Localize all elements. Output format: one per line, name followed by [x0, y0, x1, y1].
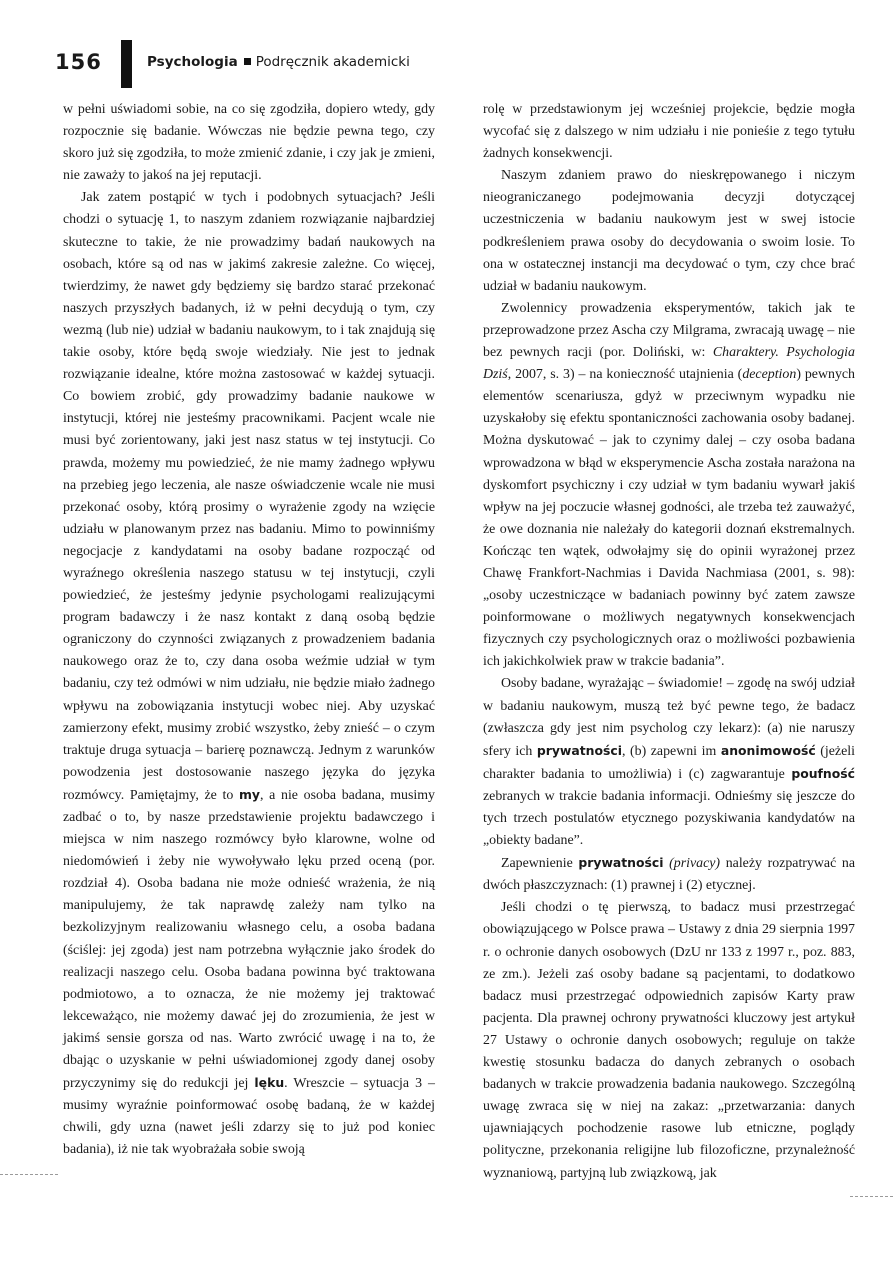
text-run: Zwolennicy prowadzenia eksperymentów, takich jak te przeprowadzone przez Ascha czy Milgrama, zwracają uwagę – nie bez pewnych racji (por. Doliński, w:: [483, 300, 855, 361]
running-head: [147, 54, 410, 70]
paragraph: rolę w przedstawionym jej wcześniej projekcie, będzie mogła wycofać się z dalszego w nim udziału i nie ponieśie z tego tytułu żadnych konsekwencji.: [483, 102, 855, 162]
square-bullet-icon: [244, 58, 251, 65]
paragraph: w pełni uświadomi sobie, na co się zgodziła, dopiero wtedy, gdy rozpocznie się badanie. Wówczas nie będzie pewna tego, czy skoro już się zgodziła, to może zmienić zdanie, i czy jak je zmieni, nie zaważy to jakoś na jej reputacji.: [63, 102, 435, 184]
text-run: , (b) zapewni im: [621, 743, 717, 759]
paragraph: Naszym zdaniem prawo do nieskrępowanego i niczym nieograniczanego podejmowania decyzji dotyczącej uczestniczenia w badaniu naukowym jest w swej istocie podkreśleniem prawa osoby do decydowania o swoim losie. To ona w ostatecznej instancji ma decydować o tym, czy chce brać udział w badaniu naukowym.: [483, 168, 855, 294]
text-run: . Wreszcie – sytuacja 3 – musimy wyraźnie poinformować osobę badaną, że w każdej chwili, gdy uzna (nawet jeśli zdarzy się to już pod koniec badania), iż nie tak wyobrażała sobie swoją: [63, 1076, 435, 1158]
header-divider-bar: [121, 40, 132, 88]
scan-artifact-dashed-line: [850, 1196, 893, 1197]
keyword: poufność: [791, 765, 855, 781]
text-run: , a nie osoba badana, musimy zadbać o to, by nasze przedstawienie projektu badawczego i miejsca w nim naszego rozmówcy było klarowne, wolne od niedomówień i żeby nie wywoływało lęku przed oceną (por. rozdział 4). Osoba badana nie może odnieść wrażenia, że nią manipulujemy, że tak naprawdę zależy nam tylko na bezkolizyjnym realizowaniu własnego celu, a osoba badana (ściślej: jej zgoda) jest nam potrzebna wyłącznie jako środek do realizacji naszego celu. Osoba badana powinna być traktowana podmiotowo, a to oznacza, że nie możemy jej traktować lekceważąco, nie możemy dawać jej do zrozumienia, że jest w jakimś sensie gorsza od nas. Warto zwrócić uwagę i na to, że dbając o uzyskanie w pełni uświadomionej zgody danej osoby przyczynimy się do redukcji jej: [63, 787, 435, 1092]
paragraph: [483, 673, 855, 852]
right-column: [483, 99, 855, 1185]
page-number: 156: [55, 50, 102, 74]
text-run: należy rozpatrywać na dwóch płaszczyznach: (1) prawnej i (2) etycznej.: [483, 856, 855, 894]
italic-term: (privacy): [669, 856, 721, 872]
scan-artifact-dashed-line: [0, 1174, 58, 1175]
paragraph: [483, 298, 855, 674]
keyword: prywatności: [536, 742, 622, 758]
italic-term: deception: [742, 367, 797, 383]
text-run: Zapewnienie: [501, 856, 573, 872]
italic-title: Charaktery. Psychologia Dziś: [483, 345, 855, 383]
book-title: Psychologia: [147, 54, 238, 70]
paragraph: [483, 852, 855, 897]
keyword: anonimowość: [720, 742, 816, 758]
keyword: lęku: [254, 1075, 285, 1091]
book-subtitle: Podręcznik akademicki: [255, 54, 410, 70]
left-column: [63, 99, 435, 1162]
keyword: my: [239, 786, 260, 802]
paragraph: [63, 187, 435, 1161]
paragraph: Jeśli chodzi o tę pierwszą, to badacz musi przestrzegać obowiązującego w Polsce prawa – Ustawy z dnia 29 sierpnia 1997 r. o ochronie danych osobowych (DzU nr 133 z 1997 r., poz. 883, ze zm.). Jeżeli zaś osoby badane są pacjentami, to dodatkowo badacz musi przestrzegać odpowiednich zapisów Karty praw pacjenta. Dla prawnej ochrony prywatności kluczowy jest artykuł 27 Ustawy o ochronie danych osobowych; reguluje on także kwestię stosunku badacza do danych zebranych o osobach badanych w trakcie prowadzenia badania naukowego. Szczególną uwagę zwraca się w niej na zakaz: „przetwarzania: danych ujawniających pochodzenie rasowe lub etniczne, poglądy polityczne, przekonania religijne lub filozoficzne, przynależność wyznaniową, partyjną lub związkową, jak: [483, 900, 855, 1181]
keyword: prywatności: [578, 855, 664, 871]
text-run: Osoby badane, wyrażając – świadomie! – zgodę na swój udział w badaniu naukowym, muszą też być pewne tego, że badacz (zwłaszcza gdy jest nim psycholog czy lekarz): (a) nie naruszy sfery ich: [483, 676, 855, 759]
text-run: ) pewnych elementów scenariusza, gdyż w przeciwnym wypadku nie uzyskałoby się efektu spontaniczności zachowania osoby badanej. Można dyskutować – jak to czynimy dalej – czy osoba badana wprowadzona w błąd w eksperymencie Ascha została narażona na dyskomfort psychiczny i czy udział w tym badaniu wywarł jakiś wpływ na jej poczucie własnej godności, ale trzeba też zauważyć, że owe doznania nie należały do kategorii doznań ekstremalnych. Kończąc ten wątek, odwołajmy się do opinii wyrażonej przez Chawę Frankfort-Nachmias i Davida Nachmiasa (2001, s. 98): „osoby uczestniczące w badaniach powinny być zatem zawsze poinformowane o możliwych negatywnych konsekwencjach fizycznych czy psychologicznych oraz o możliwości pozbawienia ich jakichkolwiek praw w trakcie badania”.: [483, 367, 855, 670]
text-run: , 2007, s. 3) – na konieczność utajnienia (: [507, 367, 743, 383]
text-run: (jeżeli charakter badania to umożliwia) i (c) zagwarantuje: [483, 743, 855, 782]
text-run: zebranych w trakcie badania informacji. Odnieśmy się jeszcze do tych trzech postulatów etycznego pozyskiwania kandydatów na „obiekty badane”.: [483, 788, 855, 849]
text-run: Jak zatem postąpić w tych i podobnych sytuacjach? Jeśli chodzi o sytuację 1, to naszym zdaniem rozwiązanie najbardziej skuteczne to takie, że nie prowadzimy badań naukowych na osobach, które są od nas w jakimś zakresie zależne. Co więcej, twierdzimy, że nawet gdy będziemy się bardzo starać przekonać naszych przyszłych badanych, iż w pełni decydują o tym, czy wezmą (lub nie) udział w badaniu naukowym, to i tak znajdują się takie osoby, które będą swoje wiedziały. Nie jest to jednak rozwiązanie idealne, które można zastosować w każdej sytuacji. Co bowiem zrobić, gdy prowadzimy badanie naukowe w instytucji, której nie jesteśmy pracownikami. Pacjent wcale nie musi być zorientowany, jaki jest nasz status w tej instytucji. Co prawda, możemy mu powiedzieć, że nie mamy żadnego wpływu na przebieg jego leczenia, ale nasze oświadczenie wcale nie musi przekonać osoby, którą prosimy o wyrażenie zgody na wzięcie udziału w planowanym przez nas badaniu. Mimo to powinniśmy negocjacje z kandydatami na osoby badane rozpocząć od wyraźnego określenia naszego statusu w tej instytucji, czyli powiedzieć, że jesteśmy jedynie psychologami realizującymi program badawczy i że nasz kontakt z daną osobą będzie ograniczony do czynności związanych z prowadzeniem badania naukowego oraz że to, czy dana osoba weźmie udział w tym badaniu, czy też odmówi w nim udziału, nie będzie miało żadnego wpływu na zobowiązania instytucji wobec niej. Aby uzyskać zamierzony efekt, musimy zrobić wszystko, żeby znieść – o czym traktuje druga sytuacja – barierę poznawczą. Jednym z warunków powodzenia jest dostosowanie naszego języka do języka rozmówcy. Pamiętajmy, że to: [63, 190, 435, 803]
